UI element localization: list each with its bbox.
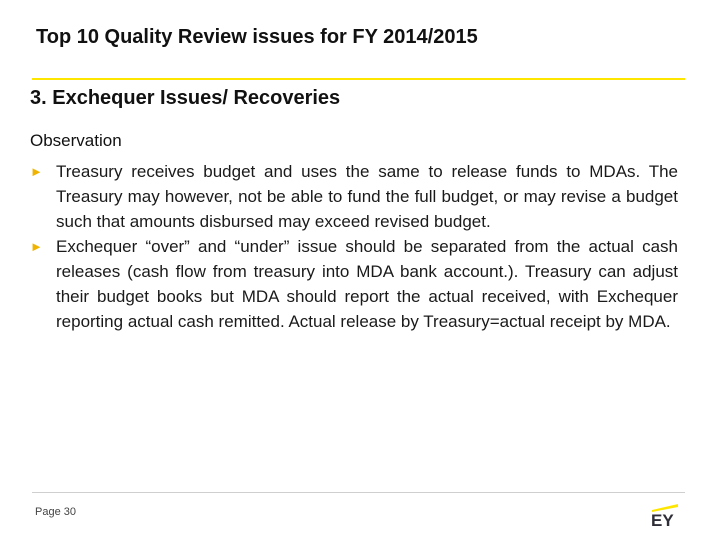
- right-triangle-icon: ►: [30, 164, 43, 179]
- bullet-item: [30, 234, 678, 334]
- section-heading: 3. Exchequer Issues/ Recoveries: [30, 87, 341, 109]
- page-number: Page 30: [35, 506, 76, 518]
- title-divider: [32, 78, 685, 80]
- right-triangle-icon: ►: [30, 239, 43, 254]
- slide-title: Top 10 Quality Review issues for FY 2014/2015: [36, 26, 478, 48]
- footer-divider: [32, 492, 685, 493]
- ey-logo-text: EY: [651, 511, 674, 527]
- bullet-item: [30, 159, 678, 234]
- bullet-text: Treasury receives budget and uses the same to release funds to MDAs. The Treasury may however, not be able to fund the full budget, or may revise a budget such that amounts disbursed may exceed revised budget.: [56, 162, 678, 231]
- bullet-list: [30, 159, 678, 334]
- observation-heading: Observation: [30, 131, 122, 150]
- bullet-text: Exchequer “over” and “under” issue should be separated from the actual cash releases (cash flow from treasury into MDA bank account.). Treasury can adjust their budget books but MDA should report the actual received, with Exchequer reporting actual cash remitted. Actual release by Treasury=actual receipt by MDA.: [56, 237, 678, 331]
- ey-logo: [650, 501, 686, 527]
